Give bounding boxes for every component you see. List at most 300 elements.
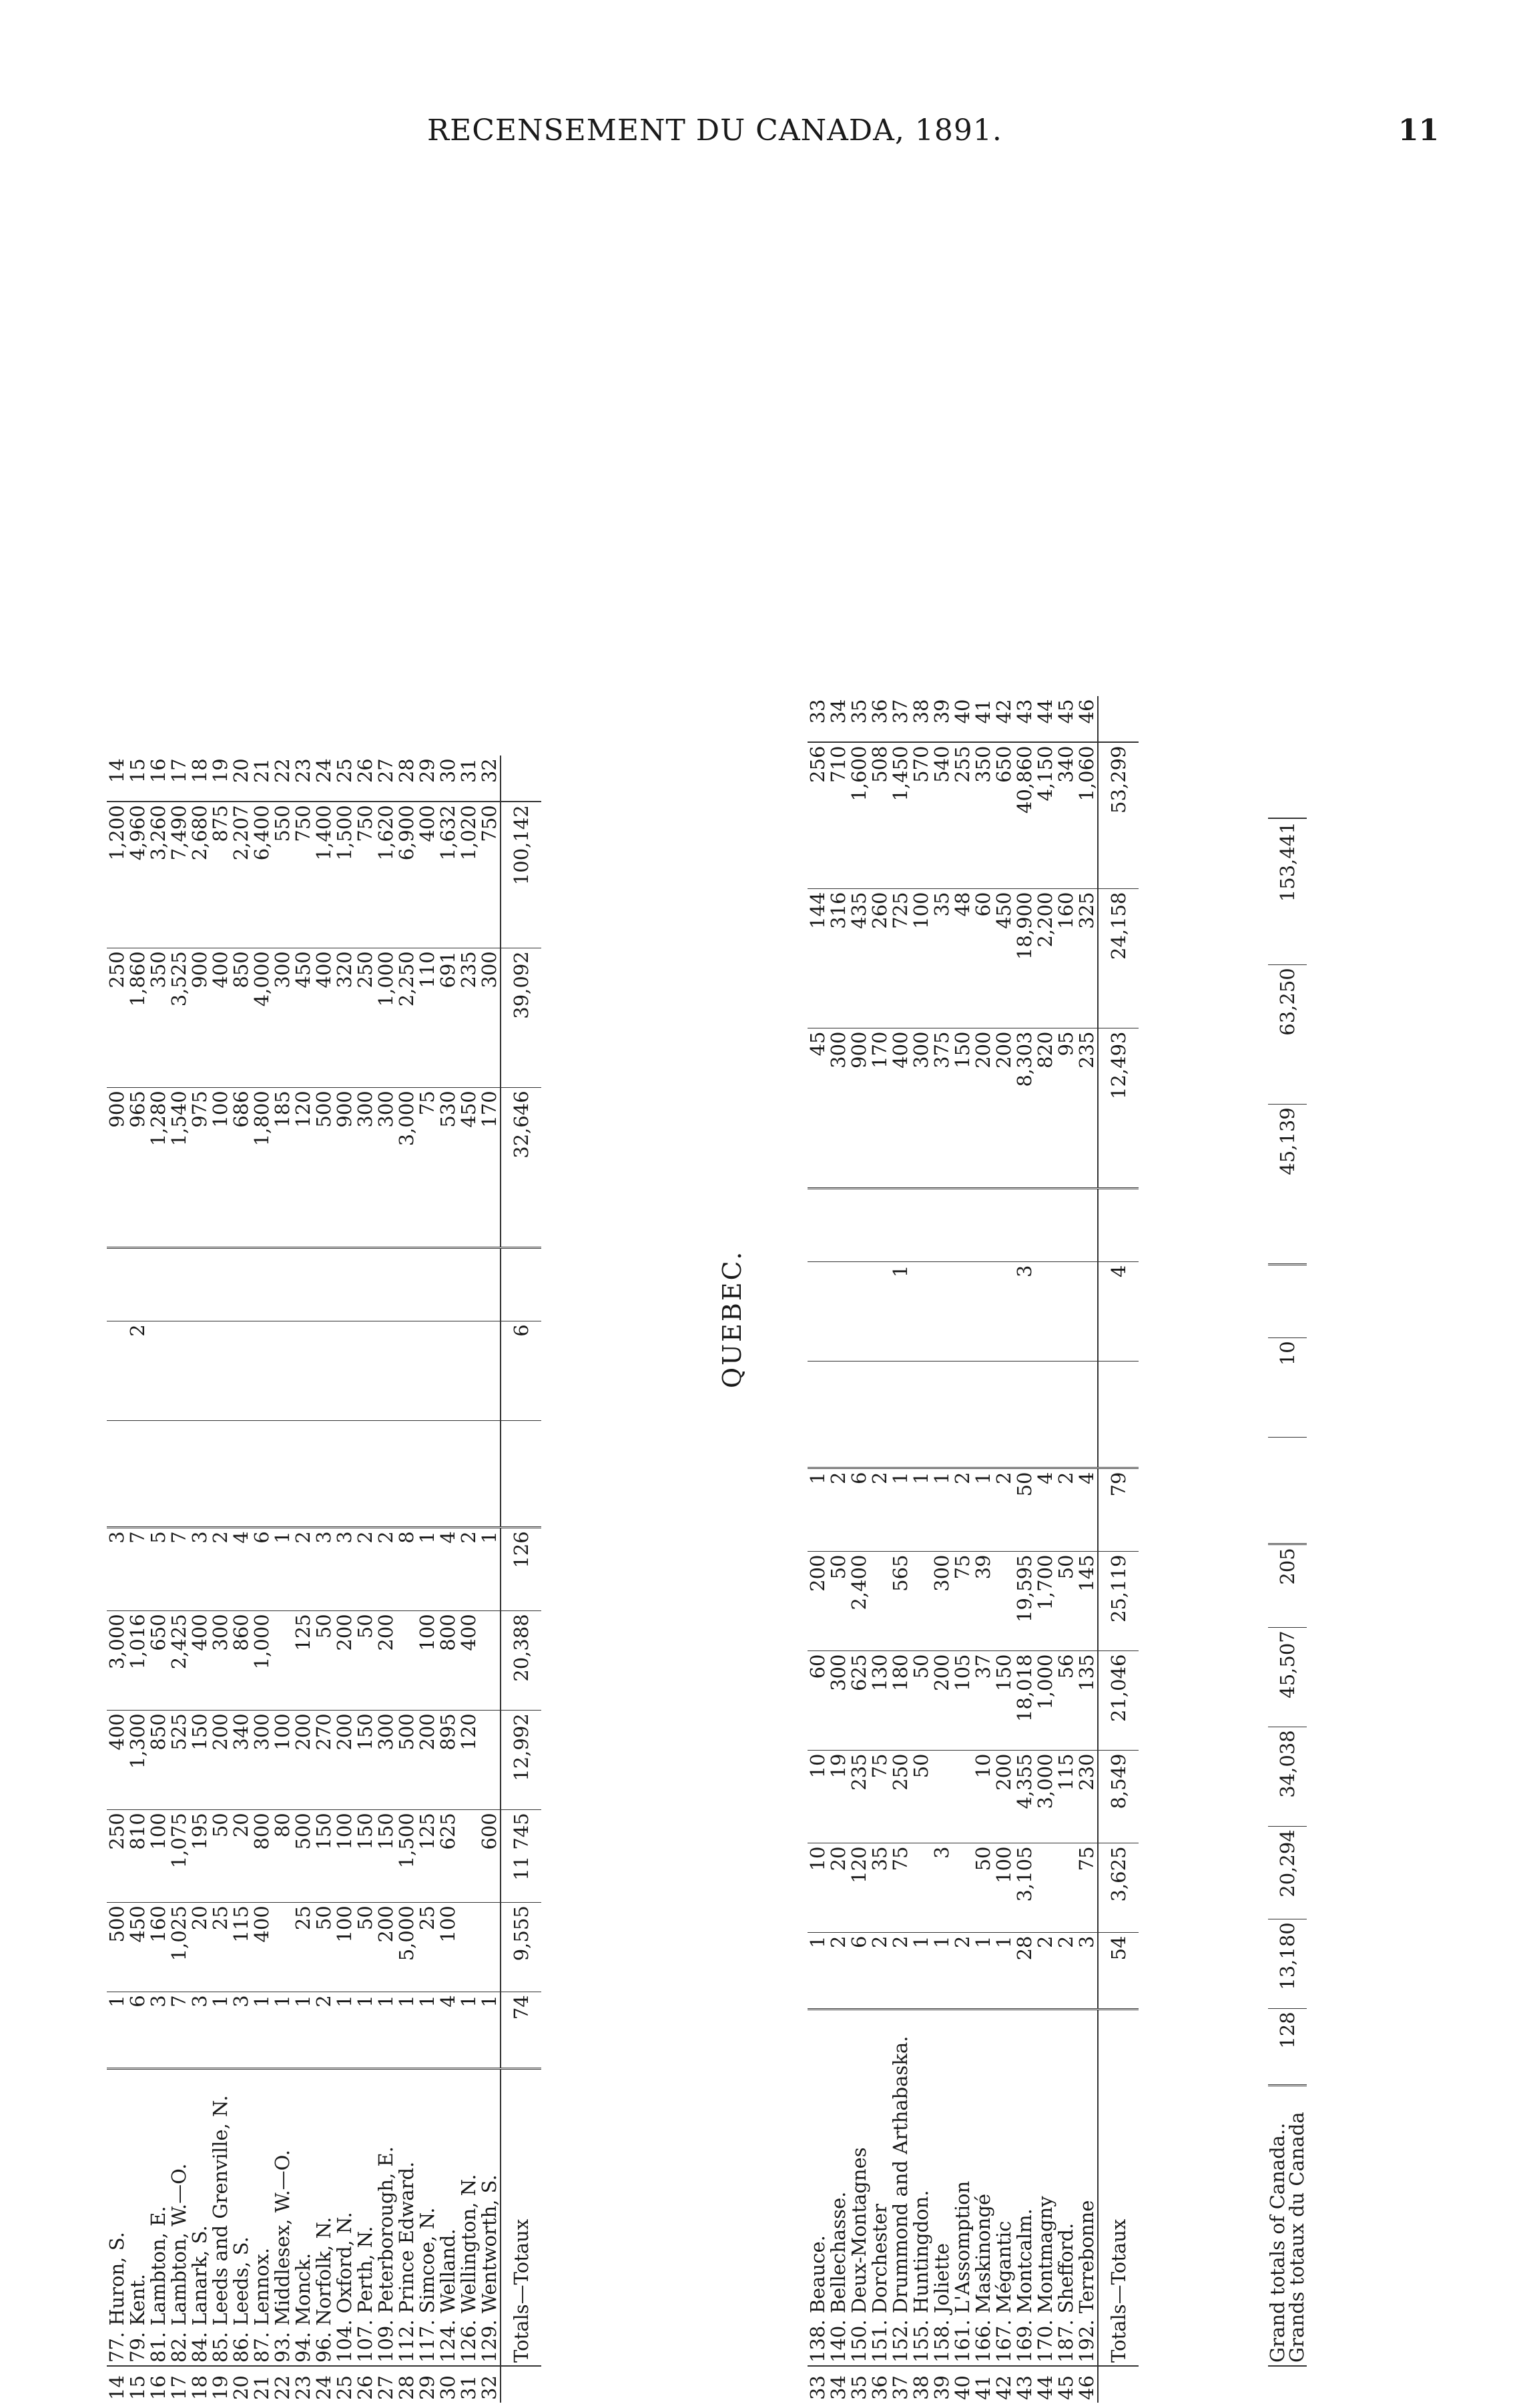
quebec-cell-c6: 4	[1035, 1468, 1056, 1552]
ontario-cell-c11: 450	[293, 948, 314, 1088]
quebec-cell-c9	[952, 1189, 973, 1262]
grand-label	[1268, 2109, 1307, 2366]
ontario-cell-c9	[252, 1248, 272, 1321]
ontario-cell-c3: 195	[190, 1810, 210, 1903]
ontario-cell-c1: 1	[107, 1992, 127, 2069]
ontario-cell-c7	[293, 1421, 314, 1528]
ontario-district-name: 107. Perth, N.	[355, 2092, 376, 2366]
quebec-cell-c3	[952, 1751, 973, 1843]
quebec-cell-c7	[828, 1362, 849, 1468]
grand-c6: 205	[1268, 1544, 1307, 1628]
ontario-cell-c12: 550	[272, 802, 293, 948]
quebec-cell-c4: 300	[828, 1651, 849, 1751]
ontario-cell-c3: 800	[252, 1810, 272, 1903]
quebec-cell-c4: 200	[932, 1651, 952, 1751]
ontario-cell-c6: 2	[293, 1528, 314, 1611]
ontario-cell-c7	[376, 1421, 396, 1528]
quebec-cell-c9	[973, 1189, 994, 1262]
ontario-row-index-right: 16	[148, 756, 169, 802]
quebec-cell-c2: 3	[932, 1843, 952, 1933]
quebec-cell-c5: 19,595	[1014, 1552, 1035, 1651]
ontario-cell-c11: 2,250	[396, 948, 417, 1088]
grand-c11: 63,250	[1268, 965, 1307, 1105]
ontario-cell-c3: 50	[210, 1810, 231, 1903]
ontario-district-name: 129. Wentworth, S.	[479, 2092, 501, 2366]
ontario-cell-c2: 450	[127, 1903, 148, 1992]
quebec-row-index-right: 42	[994, 697, 1014, 743]
quebec-district-name: 138. Beauce.	[808, 2034, 828, 2367]
ontario-row	[169, 756, 190, 2403]
rotated-table-block	[107, 147, 1415, 2403]
ontario-row-index: 21	[250, 2375, 273, 2400]
ontario-cell-c1: 1	[252, 1992, 272, 2069]
ontario-cell-c4: 200	[334, 1711, 355, 1810]
ontario-cell-c3	[458, 1810, 479, 1903]
grand-totals-table	[1268, 772, 1307, 2403]
ontario-row	[231, 756, 252, 2403]
quebec-district-name: 169. Montcalm.	[1014, 2034, 1035, 2367]
grand-c4: 34,038	[1268, 1727, 1307, 1827]
quebec-cell-c5: 39	[973, 1552, 994, 1651]
ontario-row-index: 23	[292, 2375, 314, 2400]
ontario-cell-c11: 350	[148, 948, 169, 1088]
quebec-cell-c6: 2	[994, 1468, 1014, 1552]
ontario-cell-c10: 1,280	[148, 1088, 169, 1248]
quebec-leader-dots	[1056, 2010, 1076, 2034]
quebec-cell-c3: 235	[849, 1751, 870, 1843]
ontario-cell-c6: 3	[334, 1528, 355, 1611]
ontario-cell-c3: 100	[148, 1810, 169, 1903]
quebec-cell-c1: 3	[1076, 1933, 1098, 2010]
quebec-row-index: 38	[910, 2375, 932, 2400]
ontario-cell-c2: 20	[190, 1903, 210, 1992]
quebec-totals-c3: 8,549	[1098, 1751, 1139, 1843]
ontario-cell-c7	[314, 1421, 334, 1528]
quebec-row-index-right: 33	[808, 697, 828, 743]
quebec-totals-idx	[1098, 2366, 1139, 2403]
grand-idx	[1268, 2366, 1307, 2403]
ontario-leader-dots	[438, 2069, 458, 2093]
quebec-cell-c3: 4,355	[1014, 1751, 1035, 1843]
ontario-cell-c9	[293, 1248, 314, 1321]
ontario-cell-c1: 1	[396, 1992, 417, 2069]
ontario-cell-c4: 150	[355, 1711, 376, 1810]
quebec-cell-c1: 1	[932, 1933, 952, 2010]
quebec-cell-c12: 340	[1056, 743, 1076, 890]
ontario-district-name: 77. Huron, S.	[107, 2092, 127, 2366]
ontario-cell-c9	[210, 1248, 231, 1321]
ontario-cell-c9	[417, 1248, 438, 1321]
ontario-cell-c4: 150	[190, 1711, 210, 1810]
ontario-cell-c6: 2	[458, 1528, 479, 1611]
ontario-row-index: 27	[374, 2375, 397, 2400]
ontario-cell-c3: 625	[438, 1810, 458, 1903]
quebec-cell-c12: 570	[911, 743, 932, 890]
quebec-row	[870, 697, 890, 2403]
ontario-leader-dots	[107, 2069, 127, 2093]
quebec-cell-c9	[994, 1189, 1014, 1262]
quebec-totals-c12: 53,299	[1098, 743, 1139, 890]
quebec-row	[828, 697, 849, 2403]
quebec-cell-c11: 450	[994, 889, 1014, 1028]
quebec-leader-dots	[911, 2010, 932, 2034]
ontario-row-index-right: 18	[190, 756, 210, 802]
ontario-leader-dots	[169, 2069, 190, 2093]
quebec-row	[932, 697, 952, 2403]
ontario-cell-c4: 200	[293, 1711, 314, 1810]
ontario-totals-c3: 11 745	[501, 1810, 541, 1903]
ontario-row-index-right: 29	[417, 756, 438, 802]
quebec-cell-c6: 1	[808, 1468, 828, 1552]
quebec-cell-c5: 145	[1076, 1552, 1098, 1651]
ontario-cell-c4: 300	[252, 1711, 272, 1810]
ontario-cell-c8	[334, 1321, 355, 1421]
quebec-totals-c2: 3,625	[1098, 1843, 1139, 1933]
ontario-leader-dots	[417, 2069, 438, 2093]
quebec-district-name: 155. Huntingdon.	[911, 2034, 932, 2367]
ontario-cell-c3: 150	[314, 1810, 334, 1903]
quebec-cell-c10: 900	[849, 1028, 870, 1189]
ontario-cell-c3: 150	[376, 1810, 396, 1903]
quebec-cell-c2: 120	[849, 1843, 870, 1933]
quebec-cell-c12: 710	[828, 743, 849, 890]
quebec-cell-c1: 2	[1035, 1933, 1056, 2010]
ontario-cell-c5: 100	[417, 1611, 438, 1711]
quebec-row-index: 36	[868, 2375, 891, 2400]
quebec-cell-c4: 180	[890, 1651, 911, 1751]
ontario-cell-c11: 691	[438, 948, 458, 1088]
ontario-cell-c4: 120	[458, 1711, 479, 1810]
ontario-leader-dots	[252, 2069, 272, 2093]
ontario-cell-c2	[458, 1903, 479, 1992]
ontario-totals-c6: 126	[501, 1528, 541, 1611]
ontario-cell-c8	[396, 1321, 417, 1421]
quebec-district-name: 158. Joliette	[932, 2034, 952, 2367]
ontario-cell-c2: 400	[252, 1903, 272, 1992]
ontario-cell-c12: 400	[417, 802, 438, 948]
ontario-cell-c1: 7	[169, 1992, 190, 2069]
quebec-cell-c1: 2	[870, 1933, 890, 2010]
ontario-cell-c8	[458, 1321, 479, 1421]
ontario-cell-c10: 1,800	[252, 1088, 272, 1248]
ontario-cell-c10: 500	[314, 1088, 334, 1248]
quebec-totals-c1: 54	[1098, 1933, 1139, 2010]
quebec-row-index-right: 35	[849, 697, 870, 743]
quebec-cell-c5: 50	[828, 1552, 849, 1651]
ontario-cell-c11: 4,000	[252, 948, 272, 1088]
ontario-row	[417, 756, 438, 2403]
ontario-cell-c9	[231, 1248, 252, 1321]
ontario-cell-c2: 200	[376, 1903, 396, 1992]
grand-c12: 153,441	[1268, 818, 1307, 965]
ontario-cell-c5: 1,000	[252, 1611, 272, 1711]
quebec-cell-c6: 4	[1076, 1468, 1098, 1552]
quebec-cell-c7	[952, 1362, 973, 1468]
quebec-cell-c1: 1	[808, 1933, 828, 2010]
quebec-cell-c1: 1	[973, 1933, 994, 2010]
quebec-leader-dots	[1014, 2010, 1035, 2034]
quebec-cell-c1: 2	[890, 1933, 911, 2010]
quebec-cell-c2: 3,105	[1014, 1843, 1035, 1933]
quebec-cell-c9	[932, 1189, 952, 1262]
quebec-district-name: 167. Mégantic	[994, 2034, 1014, 2367]
quebec-totals-c4: 21,046	[1098, 1651, 1139, 1751]
grand-idx2	[1268, 772, 1307, 818]
quebec-cell-c11: 35	[932, 889, 952, 1028]
ontario-cell-c4: 850	[148, 1711, 169, 1810]
quebec-cell-c5: 75	[952, 1552, 973, 1651]
quebec-cell-c10: 8,303	[1014, 1028, 1035, 1189]
ontario-cell-c6: 3	[190, 1528, 210, 1611]
ontario-row-index-right: 17	[169, 756, 190, 802]
quebec-cell-c8	[994, 1262, 1014, 1362]
quebec-row	[849, 697, 870, 2403]
quebec-row-index-right: 34	[828, 697, 849, 743]
ontario-cell-c11: 235	[458, 948, 479, 1088]
quebec-cell-c4: 625	[849, 1651, 870, 1751]
ontario-cell-c6: 2	[376, 1528, 396, 1611]
ontario-cell-c2: 25	[417, 1903, 438, 1992]
quebec-row-index: 45	[1054, 2375, 1077, 2400]
ontario-district-name: 82. Lambton, W.—O.	[169, 2092, 190, 2366]
ontario-leader-dots	[396, 2069, 417, 2093]
quebec-leader-dots	[870, 2010, 890, 2034]
ontario-row	[293, 756, 314, 2403]
quebec-cell-c7	[994, 1362, 1014, 1468]
ontario-district-name: 85. Leeds and Grenville, N.	[210, 2092, 231, 2366]
ontario-cell-c2: 1,025	[169, 1903, 190, 1992]
ontario-cell-c10: 185	[272, 1088, 293, 1248]
quebec-cell-c6: 2	[952, 1468, 973, 1552]
ontario-cell-c8: 2	[127, 1321, 148, 1421]
ontario-cell-c8	[231, 1321, 252, 1421]
quebec-cell-c9	[1035, 1189, 1056, 1262]
quebec-cell-c3	[932, 1751, 952, 1843]
quebec-cell-c12: 350	[973, 743, 994, 890]
ontario-district-name: 117. Simcoe, N.	[417, 2092, 438, 2366]
ontario-cell-c9	[169, 1248, 190, 1321]
quebec-cell-c3: 250	[890, 1751, 911, 1843]
quebec-row	[973, 697, 994, 2403]
ontario-cell-c8	[293, 1321, 314, 1421]
ontario-cell-c8	[169, 1321, 190, 1421]
quebec-cell-c12: 650	[994, 743, 1014, 890]
ontario-row-index: 18	[188, 2375, 211, 2400]
ontario-district-name: 126. Wellington, N.	[458, 2092, 479, 2366]
quebec-row	[911, 697, 932, 2403]
ontario-cell-c12: 6,400	[252, 802, 272, 948]
quebec-cell-c11: 100	[911, 889, 932, 1028]
quebec-cell-c1: 6	[849, 1933, 870, 2010]
ontario-cell-c3: 1,075	[169, 1810, 190, 1903]
ontario-cell-c12: 4,960	[127, 802, 148, 948]
quebec-cell-c5: 300	[932, 1552, 952, 1651]
quebec-row-index-right: 45	[1056, 697, 1076, 743]
ontario-cell-c1: 1	[355, 1992, 376, 2069]
quebec-cell-c6: 2	[828, 1468, 849, 1552]
quebec-cell-c3: 200	[994, 1751, 1014, 1843]
quebec-row-index-right: 44	[1035, 697, 1056, 743]
quebec-cell-c2: 75	[1076, 1843, 1098, 1933]
ontario-cell-c12: 1,200	[107, 802, 127, 948]
ontario-district-name: 93. Middlesex, W.—O.	[272, 2092, 293, 2366]
ontario-row-index-right: 30	[438, 756, 458, 802]
quebec-cell-c4: 105	[952, 1651, 973, 1751]
quebec-cell-c1: 28	[1014, 1933, 1035, 2010]
ontario-row-index: 25	[333, 2375, 356, 2400]
quebec-cell-c9	[1076, 1189, 1098, 1262]
ontario-cell-c10: 450	[458, 1088, 479, 1248]
quebec-row-index-right: 46	[1076, 697, 1098, 743]
quebec-leader-dots	[808, 2010, 828, 2034]
quebec-cell-c3: 3,000	[1035, 1751, 1056, 1843]
ontario-cell-c7	[127, 1421, 148, 1528]
quebec-cell-c8: 1	[890, 1262, 911, 1362]
quebec-row-index-right: 38	[911, 697, 932, 743]
ontario-cell-c12: 1,400	[314, 802, 334, 948]
quebec-cell-c5	[870, 1552, 890, 1651]
ontario-cell-c4: 500	[396, 1711, 417, 1810]
quebec-row-index: 42	[992, 2375, 1015, 2400]
quebec-cell-c2: 100	[994, 1843, 1014, 1933]
quebec-cell-c10: 820	[1035, 1028, 1056, 1189]
ontario-row	[127, 756, 148, 2403]
ontario-row	[479, 756, 501, 2403]
grand-c9	[1268, 1265, 1307, 1338]
ontario-cell-c1: 1	[479, 1992, 501, 2069]
quebec-row-index: 37	[889, 2375, 912, 2400]
ontario-cell-c3: 100	[334, 1810, 355, 1903]
quebec-cell-c11: 2,200	[1035, 889, 1056, 1028]
ontario-totals-row	[501, 756, 541, 2403]
ontario-cell-c10: 300	[355, 1088, 376, 1248]
ontario-cell-c5: 800	[438, 1611, 458, 1711]
quebec-cell-c7	[849, 1362, 870, 1468]
grand-c2: 13,180	[1268, 1919, 1307, 2009]
ontario-cell-c3: 150	[355, 1810, 376, 1903]
ontario-cell-c5	[479, 1611, 501, 1711]
ontario-cell-c2	[479, 1903, 501, 1992]
ontario-cell-c9	[438, 1248, 458, 1321]
ontario-cell-c5	[396, 1611, 417, 1711]
ontario-cell-c8	[479, 1321, 501, 1421]
ontario-cell-c9	[479, 1248, 501, 1321]
ontario-cell-c8	[438, 1321, 458, 1421]
ontario-totals-c10: 32,646	[501, 1088, 541, 1248]
ontario-cell-c7	[458, 1421, 479, 1528]
quebec-row-index: 44	[1034, 2375, 1056, 2400]
ontario-leader-dots	[231, 2069, 252, 2093]
quebec-cell-c8: 3	[1014, 1262, 1035, 1362]
ontario-cell-c11: 850	[231, 948, 252, 1088]
ontario-row-index: 14	[105, 2375, 128, 2400]
ontario-cell-c3: 810	[127, 1810, 148, 1903]
ontario-totals-idx2	[501, 756, 541, 802]
quebec-totals-idx2	[1098, 697, 1139, 743]
quebec-cell-c5: 50	[1056, 1552, 1076, 1651]
quebec-cell-c3: 10	[808, 1751, 828, 1843]
ontario-cell-c4: 100	[272, 1711, 293, 1810]
quebec-leader-dots	[849, 2010, 870, 2034]
quebec-cell-c2	[1056, 1843, 1076, 1933]
ontario-row	[107, 756, 127, 2403]
ontario-row	[252, 756, 272, 2403]
ontario-row-index-right: 26	[355, 756, 376, 802]
quebec-district-name: 161. L'Assomption	[952, 2034, 973, 2367]
ontario-totals-c12: 100,142	[501, 802, 541, 948]
ontario-cell-c3: 250	[107, 1810, 127, 1903]
quebec-district-name: 151. Dorchester	[870, 2034, 890, 2367]
ontario-cell-c7	[252, 1421, 272, 1528]
page-number: 11	[1398, 113, 1440, 147]
quebec-cell-c7	[1035, 1362, 1056, 1468]
ontario-cell-c7	[148, 1421, 169, 1528]
ontario-cell-c8	[107, 1321, 127, 1421]
quebec-cell-c6: 1	[973, 1468, 994, 1552]
quebec-row-index-right: 39	[932, 697, 952, 743]
ontario-row	[272, 756, 293, 2403]
ontario-cell-c2: 100	[334, 1903, 355, 1992]
ontario-cell-c6: 3	[314, 1528, 334, 1611]
ontario-cell-c5: 300	[210, 1611, 231, 1711]
ontario-cell-c10: 120	[293, 1088, 314, 1248]
quebec-district-name: 187. Shefford.	[1056, 2034, 1076, 2367]
ontario-row-index: 28	[395, 2375, 418, 2400]
quebec-leader-dots	[994, 2010, 1014, 2034]
quebec-leader-dots	[1035, 2010, 1056, 2034]
ontario-cell-c1: 1	[376, 1992, 396, 2069]
quebec-cell-c10: 235	[1076, 1028, 1098, 1189]
quebec-table	[808, 697, 1139, 2403]
quebec-row	[1014, 697, 1035, 2403]
ontario-row-index: 30	[436, 2375, 459, 2400]
ontario-cell-c10: 1,540	[169, 1088, 190, 1248]
ontario-cell-c12: 1,020	[458, 802, 479, 948]
quebec-row-index: 46	[1075, 2375, 1098, 2400]
ontario-district-name: 96. Norfolk, N.	[314, 2092, 334, 2366]
ontario-cell-c7	[396, 1421, 417, 1528]
quebec-cell-c4: 56	[1056, 1651, 1076, 1751]
quebec-cell-c1: 1	[994, 1933, 1014, 2010]
quebec-cell-c3: 50	[911, 1751, 932, 1843]
quebec-cell-c10: 400	[890, 1028, 911, 1189]
ontario-cell-c9	[148, 1248, 169, 1321]
ontario-row-index-right: 20	[231, 756, 252, 802]
quebec-cell-c5: 1,700	[1035, 1552, 1056, 1651]
ontario-leader-dots	[127, 2069, 148, 2093]
quebec-cell-c9	[870, 1189, 890, 1262]
ontario-totals-c8: 6	[501, 1321, 541, 1421]
ontario-cell-c12: 6,900	[396, 802, 417, 948]
quebec-cell-c10: 375	[932, 1028, 952, 1189]
ontario-cell-c12: 2,207	[231, 802, 252, 948]
ontario-district-name: 81. Lambton, E.	[148, 2092, 169, 2366]
ontario-cell-c2: 115	[231, 1903, 252, 1992]
grand-totals-section	[1268, 147, 1388, 2403]
quebec-row	[1035, 697, 1056, 2403]
ontario-district-name: 86. Leeds, S.	[231, 2092, 252, 2366]
ontario-cell-c11: 900	[190, 948, 210, 1088]
quebec-cell-c2: 10	[808, 1843, 828, 1933]
quebec-cell-c8	[808, 1262, 828, 1362]
quebec-cell-c7	[808, 1362, 828, 1468]
ontario-cell-c5: 3,000	[107, 1611, 127, 1711]
ontario-leader-dots	[314, 2069, 334, 2093]
ontario-leader-dots	[272, 2069, 293, 2093]
ontario-cell-c9	[190, 1248, 210, 1321]
grand-label-fr: Grands totaux du Canada	[1285, 2112, 1308, 2363]
ontario-cell-c5: 125	[293, 1611, 314, 1711]
